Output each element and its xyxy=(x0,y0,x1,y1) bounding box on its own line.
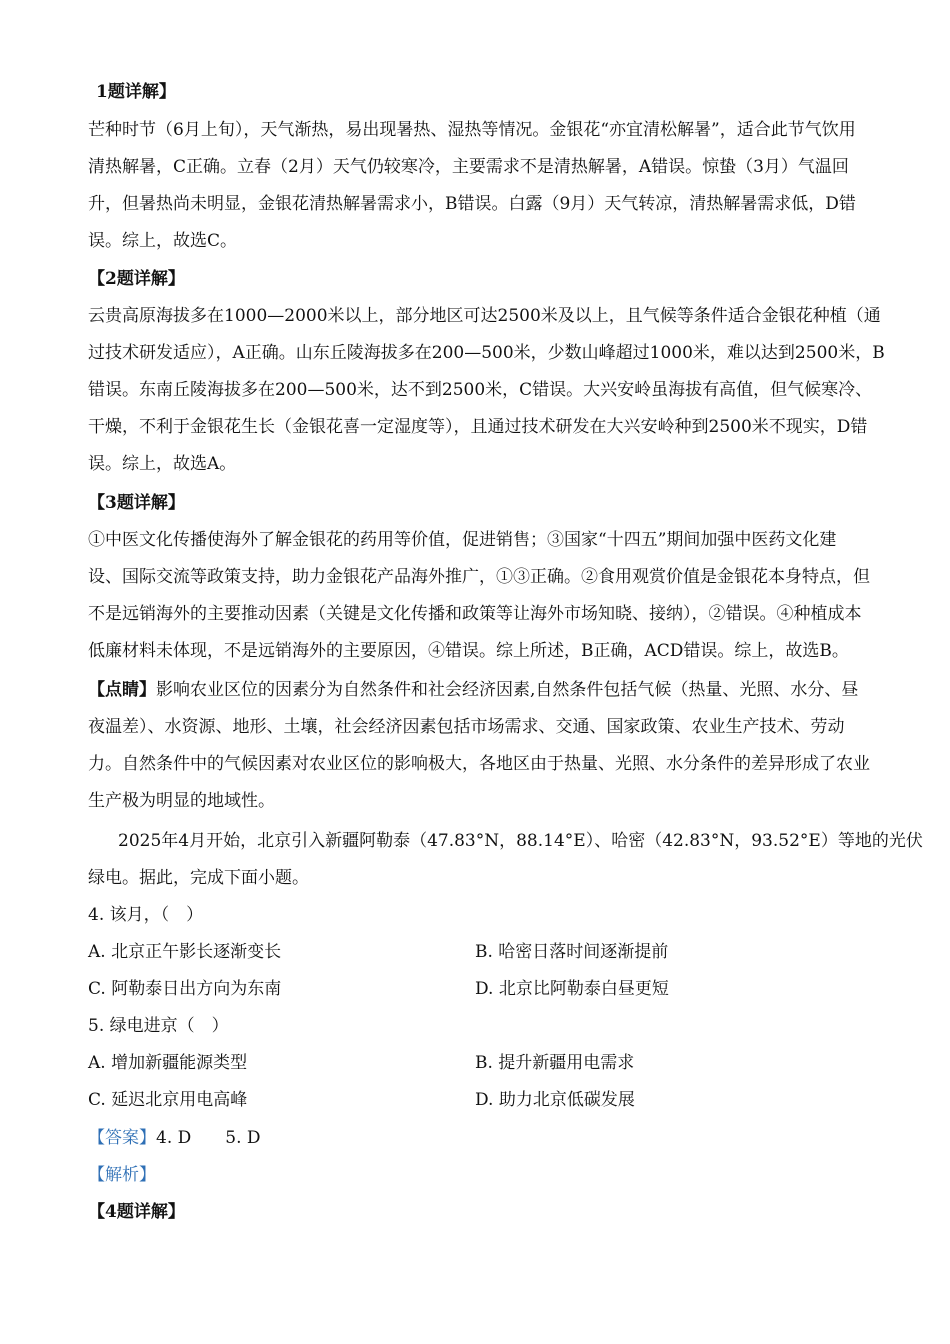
q4-option-c: C. 阿勒泰日出方向为东南 xyxy=(88,979,282,999)
tip-first-line: 影响农业区位的因素分为自然条件和社会经济因素,自然条件包括气候（热量、光照、水分、昼 xyxy=(156,680,859,700)
q5-option-a: A. 增加新疆能源类型 xyxy=(88,1053,248,1073)
q3-line-1: ①中医文化传播使海外了解金银花的药用等价值，促进销售；③国家“十四五”期间加强中医药文化建 xyxy=(88,530,837,550)
stem-line-1: 2025年4月开始，北京引入新疆阿勒泰（47.83°N，88.14°E）、哈密（42.83°N，93.52°E）等地的光伏 xyxy=(118,831,923,851)
q2-line-1: 云贵高原海拔多在1000—2000米以上，部分地区可达2500米及以上，且气候等条件适合金银花种植（通 xyxy=(88,306,881,326)
q5-title: 5. 绿电进京（ ） xyxy=(88,1016,229,1036)
q2-line-2: 过技术研发适应），A正确。山东丘陵海拔多在200—500米，少数山峰超过1000米，难以达到2500米，B xyxy=(88,343,885,363)
q1-line-1: 芒种时节（6月上旬），天气渐热，易出现暑热、湿热等情况。金银花“亦宜清松解暑”，适合此节气饮用 xyxy=(88,120,856,140)
q3-line-2: 设、国际交流等政策支持，助力金银花产品海外推广，①③正确。②食用观赏价值是金银花本身特点，但 xyxy=(88,567,870,587)
q4-option-a: A. 北京正午影长逐渐变长 xyxy=(88,942,282,962)
q2-line-3: 错误。东南丘陵海拔多在200—500米，达不到2500米，C错误。大兴安岭虽海拔有高值，但气候寒冷、 xyxy=(88,380,873,400)
q3-line-4: 低廉材料未体现，不是远销海外的主要原因，④错误。综上所述，B正确，ACD错误。综上，故选B。 xyxy=(88,641,849,661)
tip-line-3: 力。自然条件中的气候因素对农业区位的影响极大，各地区由于热量、光照、水分条件的差异形成了农业 xyxy=(88,754,870,774)
q5-option-d: D. 助力北京低碳发展 xyxy=(475,1090,635,1110)
q3-line-3: 不是远销海外的主要推动因素（关键是文化传播和政策等让海外市场知晓、接纳），②错误。④种植成本 xyxy=(88,604,862,624)
answer-values: 4. D 5. D xyxy=(156,1128,261,1148)
q2-line-5: 误。综上，故选A。 xyxy=(88,454,237,474)
q5-option-b: B. 提升新疆用电需求 xyxy=(475,1053,635,1073)
tip-line-4: 生产极为明显的地域性。 xyxy=(88,791,275,811)
q1-line-2: 清热解暑，C正确。立春（2月）天气仍较寒冷，主要需求不是清热解暑，A错误。惊蛰（3月）气温回 xyxy=(88,157,849,177)
answer-row xyxy=(88,1126,261,1150)
tip-line-2: 夜温差）、水资源、地形、土壤，社会经济因素包括市场需求、交通、国家政策、农业生产技术、劳动 xyxy=(88,717,845,737)
q4-title: 4. 该月，（ ） xyxy=(88,905,204,925)
tip-paragraph xyxy=(88,678,858,702)
q5-option-c: C. 延迟北京用电高峰 xyxy=(88,1090,248,1110)
stem-line-2: 绿电。据此，完成下面小题。 xyxy=(88,868,309,888)
q2-line-4: 干燥，不利于金银花生长（金银花喜一定湿度等），且通过技术研发在大兴安岭种到2500米不现实，D错 xyxy=(88,417,868,437)
analysis-label: 【解析】 xyxy=(88,1165,156,1185)
q1-heading: 1题详解】 xyxy=(96,82,176,102)
q4-detail-heading: 【4题详解】 xyxy=(88,1202,185,1222)
q1-line-4: 误。综上，故选C。 xyxy=(88,231,238,251)
tip-label: 【点睛】 xyxy=(88,680,156,700)
q4-option-d: D. 北京比阿勒泰白昼更短 xyxy=(475,979,669,999)
q1-line-3: 升，但暑热尚未明显，金银花清热解暑需求小，B错误。白露（9月）天气转凉，清热解暑需求低，D错 xyxy=(88,194,856,214)
q2-heading: 【2题详解】 xyxy=(88,269,185,289)
q3-heading: 【3题详解】 xyxy=(88,493,185,513)
answer-label: 【答案】 xyxy=(88,1128,156,1148)
q4-option-b: B. 哈密日落时间逐渐提前 xyxy=(475,942,669,962)
